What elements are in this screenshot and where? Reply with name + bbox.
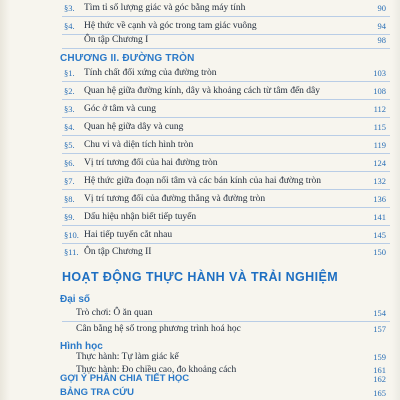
final-title: GỢI Ý PHÂN CHIA TIẾT HỌC <box>60 373 190 384</box>
section-number: §4. <box>64 21 75 31</box>
toc-entry[interactable] <box>0 118 400 136</box>
toc-entry[interactable] <box>0 100 400 118</box>
section-title: Dấu hiệu nhận biết tiếp tuyến <box>84 212 197 222</box>
section-title: Tính chất đối xứng của đường tròn <box>84 68 217 78</box>
toc-entry[interactable] <box>0 190 400 208</box>
toc-entry[interactable] <box>0 208 400 226</box>
page-number: 98 <box>377 35 386 45</box>
activity-title: Cân bằng hệ số trong phương trình hoá học <box>76 324 241 334</box>
section-number: §10. <box>64 230 79 240</box>
page-number: 112 <box>373 104 386 114</box>
chapter-heading[interactable]: CHƯƠNG II. ĐƯỜNG TRÒN <box>60 53 195 64</box>
toc-entry[interactable] <box>0 172 400 190</box>
geometry-heading[interactable]: Hình học <box>60 341 103 352</box>
toc-entry[interactable] <box>0 304 400 322</box>
toc-entry[interactable] <box>0 243 400 261</box>
page-number: 145 <box>373 230 386 240</box>
page-number: 136 <box>373 194 386 204</box>
page-number: 165 <box>373 388 386 398</box>
page-number: 132 <box>373 176 386 186</box>
section-title: Tìm tỉ số lượng giác và góc bằng máy tính <box>84 3 246 13</box>
section-number: §7. <box>64 176 75 186</box>
section-title: Hai tiếp tuyến cắt nhau <box>84 230 173 240</box>
page-number: 159 <box>373 352 386 362</box>
toc-entry[interactable] <box>0 226 400 244</box>
final-title: BẢNG TRA CỨU <box>60 387 135 398</box>
section-title: Vị trí tương đối của hai đường tròn <box>84 158 218 168</box>
activity-title: Thực hành: Tự làm giác kế <box>76 352 179 362</box>
toc-entry[interactable] <box>0 322 400 336</box>
toc-entry[interactable] <box>0 386 400 400</box>
page-number: 161 <box>373 365 386 375</box>
toc-entry[interactable] <box>0 372 400 386</box>
page-number: 103 <box>373 68 386 78</box>
page-number: 157 <box>373 324 386 334</box>
section-title: Vị trí tương đối của đường thẳng và đường tròn <box>84 194 266 204</box>
toc-entry[interactable] <box>0 31 400 49</box>
section-number: §1. <box>64 68 75 78</box>
page-number: 141 <box>373 212 386 222</box>
toc-entry[interactable] <box>0 154 400 172</box>
page-number: 90 <box>377 3 386 13</box>
section-title: Hệ thức về cạnh và góc trong tam giác vuông <box>84 21 257 31</box>
page-number: 154 <box>373 308 386 318</box>
activity-title: Trò chơi: Ô ăn quan <box>76 308 153 318</box>
section-number: §11. <box>64 247 79 257</box>
page-number: 108 <box>373 86 386 96</box>
section-number: §5. <box>64 140 75 150</box>
page-number: 119 <box>373 140 386 150</box>
section-number: §8. <box>64 194 75 204</box>
section-title: Chu vi và diện tích hình tròn <box>84 140 194 150</box>
toc-entry[interactable] <box>0 350 400 364</box>
section-title: Góc ở tâm và cung <box>84 104 157 114</box>
section-title: Hệ thức giữa đoạn nối tâm và các bán kính của hai đường tròn <box>84 176 322 186</box>
section-number: §3. <box>64 104 75 114</box>
section-number: §4. <box>64 122 75 132</box>
section-number: §6. <box>64 158 75 168</box>
divider <box>62 48 390 49</box>
section-number: §3. <box>64 3 75 13</box>
section-title: Ôn tập Chương II <box>84 247 152 257</box>
toc-entry[interactable] <box>0 64 400 82</box>
section-number: §9. <box>64 212 75 222</box>
toc-entry[interactable] <box>0 0 400 17</box>
toc-entry[interactable] <box>0 136 400 154</box>
section-title: Ôn tập Chương I <box>84 35 149 45</box>
section-number: §2. <box>64 86 75 96</box>
section-title: Quan hệ giữa đường kính, dây và khoảng cách từ tâm đến dây <box>84 86 321 96</box>
page-number: 124 <box>373 158 386 168</box>
activity-title: Thực hành: Đo chiều cao, đo khoảng cách <box>76 365 237 375</box>
toc-entry[interactable] <box>0 82 400 100</box>
page-number: 94 <box>377 21 386 31</box>
activities-heading[interactable]: HOẠT ĐỘNG THỰC HÀNH VÀ TRẢI NGHIỆM <box>61 270 339 284</box>
page-number: 115 <box>373 122 386 132</box>
section-title: Quan hệ giữa dây và cung <box>84 122 184 132</box>
algebra-heading[interactable]: Đại số <box>60 294 91 305</box>
page-number: 162 <box>373 374 386 384</box>
page-number: 150 <box>373 247 386 257</box>
